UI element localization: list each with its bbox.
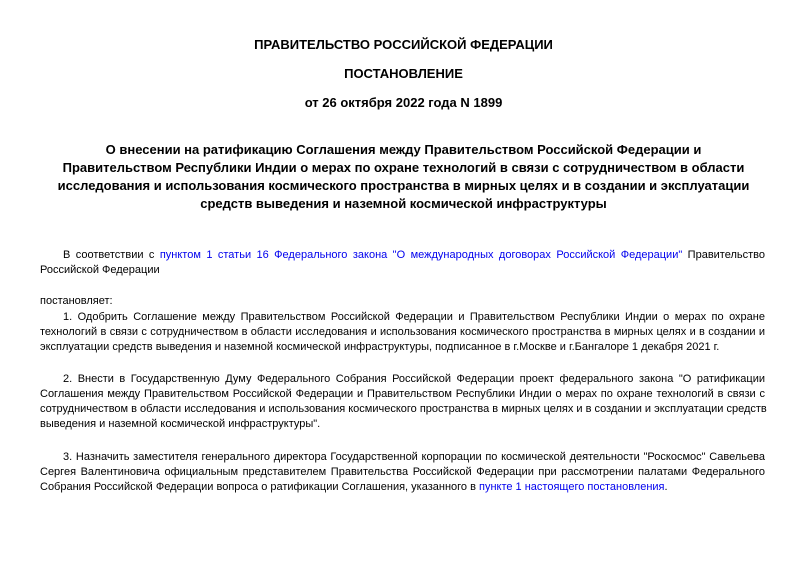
- item-2-line: 2. Внести в Государственную Думу Федерального Собрания Российской Федерации проект федерального закона "О ратификации: [63, 373, 765, 385]
- document-type: ПОСТАНОВЛЕНИЕ: [344, 66, 463, 81]
- title-line: исследования и использования космического пространства в мирных целях и в создании и эксплуатации: [57, 178, 750, 193]
- item-3-line: [40, 480, 765, 495]
- title-line: О внесении на ратификацию Соглашения между Правительством Российской Федерации и: [105, 142, 702, 157]
- resolves-word: [40, 294, 765, 309]
- item-3-line: Сергея Валентиновича официальным представителем Правительства Российской Федерации при рассмотрении палатами Федерального: [40, 466, 765, 478]
- item-3-line: 3. Назначить заместителя генерального директора Государственной корпорации по космической деятельности "Роскосмос" Савельева: [63, 451, 765, 463]
- preamble-text-end: Правительство: [682, 249, 766, 261]
- item-2-paragraph: [40, 372, 765, 432]
- resolves-text: постановляет:: [40, 295, 113, 307]
- title-line: средств выведения и наземной космической инфраструктуры: [200, 196, 607, 211]
- preamble-line: Российской Федерации: [40, 264, 160, 276]
- title-line: Правительством Республики Индии о мерах по охране технологий в связи с сотрудничеством в области: [62, 160, 745, 175]
- item-3-text-end: .: [664, 481, 668, 493]
- federal-law-link[interactable]: пунктом 1 статьи 16 Федерального закона "О международных договорах Российской Федерации": [159, 249, 683, 261]
- preamble-text: В соответствии с: [63, 249, 160, 261]
- item-1-paragraph: [40, 310, 765, 355]
- item-2-line: сотрудничеством в области исследования и использования космического пространства в мирных целях и в создании и эксплуатации средств: [40, 403, 767, 415]
- item-2-line: выведения и наземной космической инфраструктуры".: [40, 418, 321, 430]
- item-3-text: Собрания Российской Федерации вопроса о ратификации Соглашения, указанного в: [40, 481, 479, 493]
- document-date: от 26 октября 2022 года N 1899: [304, 95, 503, 110]
- item-1-line: технологий в связи с сотрудничеством в области исследования и использования космического пространства в мирных целях и в создании и: [40, 326, 765, 338]
- item-1-line: эксплуатации средств выведения и наземной космической инфраструктуры, подписанное в г.Москве и г.Бангалоре 1 декабря 2021 г.: [40, 341, 720, 353]
- item-3-paragraph: [40, 450, 765, 495]
- document-title: [30, 141, 777, 213]
- item-1-reference-link[interactable]: пункте 1 настоящего постановления: [479, 481, 665, 493]
- item-2-line: Соглашения между Правительством Российской Федерации и Правительством Республики Индии о мерах по охране технологий в связи с: [40, 388, 765, 400]
- preamble-line: [40, 248, 765, 263]
- item-1-line: 1. Одобрить Соглашение между Правительством Российской Федерации и Правительством Республики Индии о мерах по охране: [63, 311, 765, 323]
- preamble-paragraph: [40, 248, 765, 278]
- government-name: ПРАВИТЕЛЬСТВО РОССИЙСКОЙ ФЕДЕРАЦИИ: [254, 37, 553, 52]
